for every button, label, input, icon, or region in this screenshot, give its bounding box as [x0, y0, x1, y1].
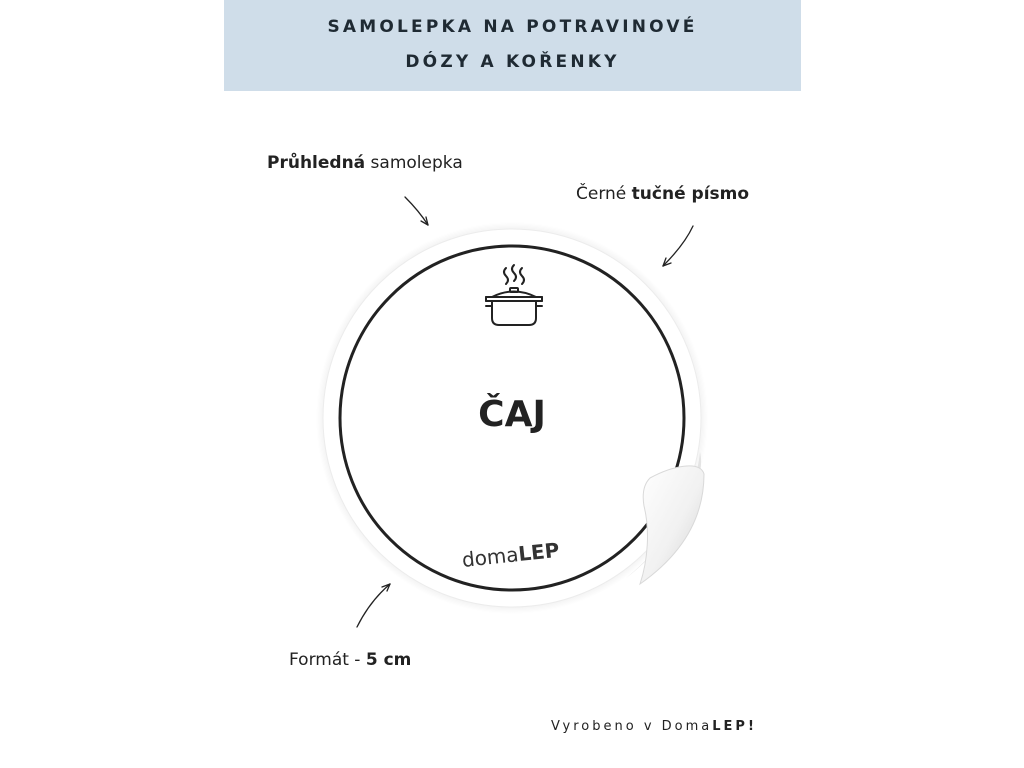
annotation-format-regular: Formát -: [289, 650, 366, 670]
header-title-line-1: SAMOLEPKA NA POTRAVINOVÉ: [327, 17, 698, 37]
arrow-format-annotation: [357, 584, 390, 627]
annotation-format-bold: 5 cm: [365, 650, 412, 670]
footer-regular: Vyrobeno v Doma: [551, 719, 713, 734]
annotation-transparent-bold: Průhledná: [267, 153, 366, 173]
footer-made-by: [551, 719, 757, 734]
header-title-line-2: DÓZY A KOŘENKY: [405, 52, 620, 72]
brand-regular: doma: [460, 542, 520, 572]
annotation-transparent-rest: samolepka: [365, 153, 463, 173]
arrow-bold-font-annotation: [663, 226, 693, 266]
arrow-transparent-annotation: [405, 197, 428, 225]
annotation-font-regular: Černé: [576, 184, 632, 204]
sticker-label-tea: ČAJ: [478, 394, 546, 435]
annotation-font-bold: tučné písmo: [631, 184, 750, 204]
footer-bold: LEP!: [712, 719, 757, 734]
brand-bold: LEP: [517, 537, 561, 567]
